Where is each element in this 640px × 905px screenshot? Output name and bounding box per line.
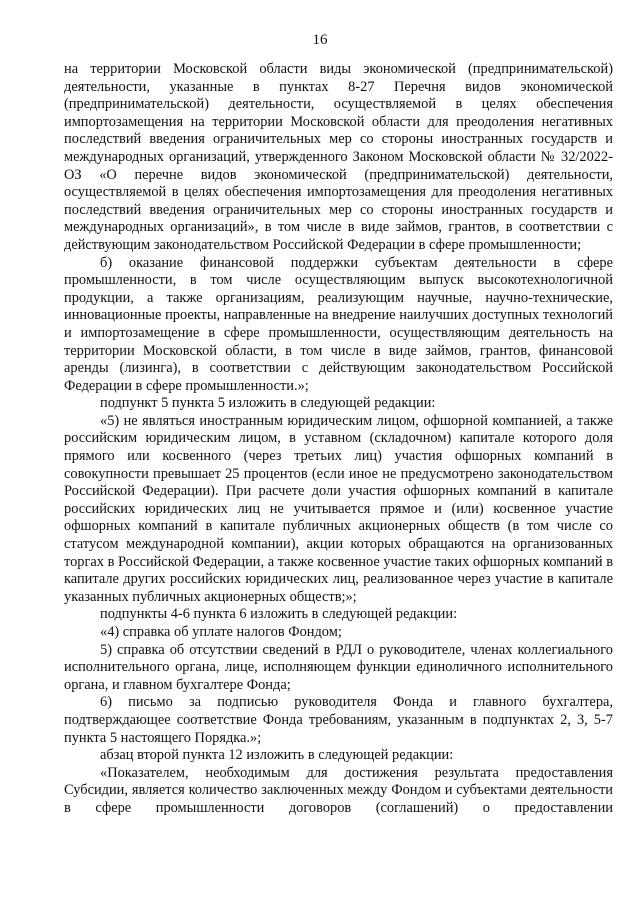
paragraph-amendment-intro-2: подпункты 4-6 пункта 6 изложить в следующей редакции:: [100, 606, 458, 623]
document-body: [64, 61, 613, 818]
paragraph-item-b: б) оказание финансовой поддержки субъектам деятельности в сфере промышленности, в том числе осуществляющим выпуск высокотехнологичной продукции, а также организациям, реализующим научные, научно-технические, инновационные проекты, направленные на внедрение наилучших доступных технологий и импортозамещение в сфере промышленности, осуществляющим деятельность на территории Московской области, в том числе в виде займов, грантов, финансовой аренды (лизинга), в соответствии с действующим законодательством Российской Федерации в сфере промышленности.»;: [64, 254, 613, 394]
paragraph-amendment-intro-1: подпункт 5 пункта 5 изложить в следующей редакции:: [100, 395, 436, 412]
paragraph-subitem-5b: 5) справка об отсутствии сведений в РДЛ о руководителе, членах коллегиального исполнительного органа, лице, исполняющем функции единоличного исполнительного органа, и главном бухгалтере Фонда;: [64, 641, 613, 693]
paragraph-subitem-6: 6) письмо за подписью руководителя Фонда и главного бухгалтера, подтверждающее соответствие Фонда требованиям, указанным в подпунктах 2, 3, 5-7 пункта 5 настоящего Порядка.»;: [64, 694, 613, 746]
page-number: 16: [312, 32, 328, 48]
paragraph-indicator: «Показателем, необходимым для достижения результата предоставления Субсидии, является количество заключенных между Фондом и субъектами деятельности в сфере промышленности договоров (соглашений) о предоставлении: [64, 764, 613, 816]
paragraph-subitem-4: «4) справка об уплате налогов Фондом;: [100, 624, 342, 640]
paragraph-subitem-5: «5) не являться иностранным юридическим лицом, офшорной компанией, а также российским юридическим лицом, в уставном (складочном) капитале которого доля прямого или косвенного (через третьих лиц) участия офшорных компаний в совокупности превышает 25 процентов (если иное не предусмотрено законодательством Российской Федерации). При расчете доли участия офшорных компаний в капитале российских юридических лиц не учитывается прямое и (или) косвенное участие офшорных компаний в капитале публичных акционерных обществ (в том числе со статусом международной компании), акции которых обращаются на организованных торгах в Российской Федерации, а также косвенное участие таких офшорных компаний в капитале других российских юридических лиц, реализованное через участие в капитале указанных публичных акционерных обществ;»;: [64, 412, 613, 605]
paragraph-continuation: на территории Московской области виды экономической (предпринимательской) деятельности, указанные в пунктах 8-27 Перечня видов экономической (предпринимательской) деятельности, осуществляемой в целях обеспечения импортозамещения на территории Московской области для преодоления негативных последствий введения ограничительных мер со стороны иностранных государств и международных организаций, утвержденного Законом Московской области № 32/2022-ОЗ «О перечне видов экономической (предпринимательской) деятельности, осуществляемой в целях обеспечения импортозамещения для преодоления негативных последствий введения ограничительных мер со стороны иностранных государств и международных организаций», в том числе в виде займов, грантов, в соответствии с действующим законодательством Российской Федерации в сфере промышленности;: [64, 61, 613, 253]
paragraph-amendment-intro-3: абзац второй пункта 12 изложить в следующей редакции:: [100, 747, 454, 764]
